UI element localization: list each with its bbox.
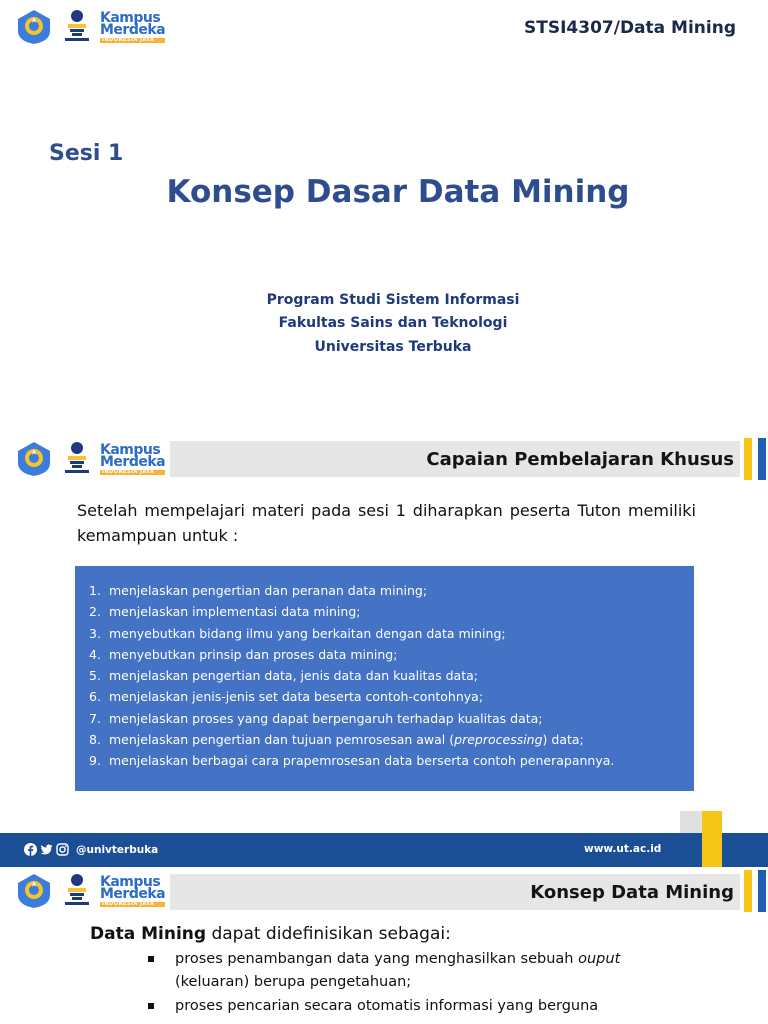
objectives-list (89, 580, 682, 772)
kemdikbud-logo-icon (16, 441, 52, 477)
program-name: Program Studi Sistem Informasi (266, 292, 520, 308)
list-item: 9. menjelaskan berbagai cara prapemrosesan data berserta contoh penerapannya. (89, 753, 615, 769)
merdeka-text: Merdeka (100, 886, 166, 902)
section-heading: Konsep Data Mining (530, 881, 734, 903)
twitter-icon[interactable] (40, 843, 53, 856)
website-link[interactable]: www.ut.ac.id (584, 843, 662, 855)
social-links (24, 843, 158, 856)
ut-logo-icon (62, 8, 92, 46)
logo-group-slide1 (16, 8, 165, 46)
accent-stripe-blue (758, 438, 766, 480)
facebook-icon[interactable] (24, 843, 37, 856)
logo-group-slide2 (16, 440, 165, 478)
kampus-text: Kampus (100, 874, 161, 890)
kampus-text: Kampus (100, 10, 161, 26)
objectives-box (75, 566, 694, 791)
tagline-text: INDONESIA JAYA (100, 902, 165, 907)
list-item: proses pencarian secara otomatis informasi yang berguna (147, 995, 667, 1018)
logo-group-slide3 (16, 872, 165, 910)
merdeka-text: Merdeka (100, 454, 166, 470)
social-handle[interactable]: @univterbuka (76, 843, 159, 856)
merdeka-text: Merdeka (100, 22, 166, 38)
footer-bar (0, 833, 768, 867)
footer-accent-yellow (702, 811, 722, 867)
section-header-bar (170, 441, 740, 477)
ut-logo-icon (62, 872, 92, 910)
kampus-merdeka-logo (100, 11, 165, 43)
list-item: 1. menjelaskan pengertian dan peranan data mining; (89, 583, 428, 598)
course-code: STSI4307/Data Mining (524, 18, 736, 38)
ut-logo-icon (62, 440, 92, 478)
definition-list (147, 948, 667, 1019)
list-item: proses penambangan data yang menghasilkan sebuah ouput (keluaran) berupa pengetahuan; (147, 948, 667, 994)
university-name: Universitas Terbuka (314, 339, 472, 355)
list-item: 8. menjelaskan pengertian dan tujuan pemrosesan awal (preprocessing) data; (89, 732, 584, 748)
tagline-text: INDONESIA JAYA (100, 38, 165, 43)
instagram-icon[interactable] (56, 843, 69, 856)
definition-heading: Data Mining dapat didefinisikan sebagai: (90, 924, 451, 944)
kemdikbud-logo-icon (16, 873, 52, 909)
list-item: 7. menjelaskan proses yang dapat berpengaruh terhadap kualitas data; (89, 710, 543, 726)
kampus-merdeka-logo (100, 443, 165, 475)
list-item: 4. menyebutkan prinsip dan proses data mining; (89, 646, 398, 662)
tagline-text: INDONESIA JAYA (100, 470, 165, 475)
intro-paragraph: Setelah mempelajari materi pada sesi 1 diharapkan peserta Tuton memiliki kemampuan untuk : (77, 501, 696, 545)
accent-stripe-yellow (744, 870, 752, 912)
faculty-name: Fakultas Sains dan Teknologi (278, 315, 508, 331)
list-item: 6. menjelaskan jenis-jenis set data beserta contoh-contohnya; (89, 689, 484, 705)
session-label: Sesi 1 (49, 141, 124, 166)
accent-stripe-blue (758, 870, 766, 912)
accent-stripe-yellow (744, 438, 752, 480)
list-item: 3. menyebutkan bidang ilmu yang berkaitan dengan data mining; (89, 625, 506, 641)
kampus-text: Kampus (100, 442, 161, 458)
section-header-bar (170, 874, 740, 910)
list-item: 2. menjelaskan implementasi data mining; (89, 604, 361, 620)
kemdikbud-logo-icon (16, 9, 52, 45)
slide-title: Konsep Dasar Data Mining (166, 174, 630, 210)
section-heading: Capaian Pembelajaran Khusus (426, 448, 734, 470)
kampus-merdeka-logo (100, 875, 165, 907)
list-item: 5. menjelaskan pengertian data, jenis data dan kualitas data; (89, 668, 478, 684)
